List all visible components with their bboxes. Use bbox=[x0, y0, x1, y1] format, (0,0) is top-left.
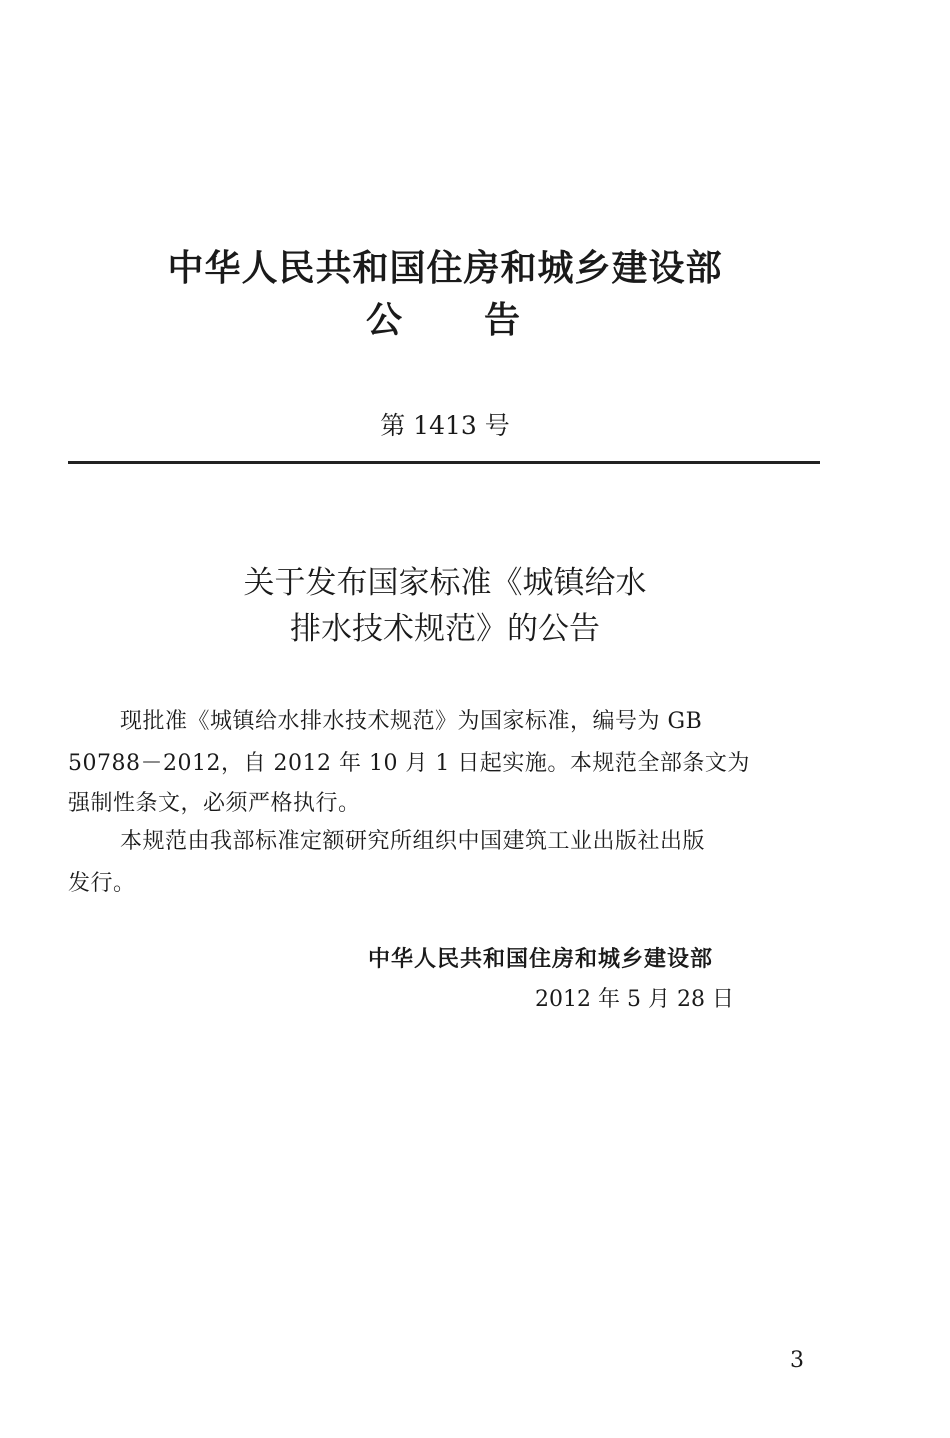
body-line: 现批准《城镇给水排水技术规范》为国家标准，编号为 GB bbox=[120, 709, 703, 734]
signature-issuer: 中华人民共和国住房和城乡建设部 bbox=[368, 946, 714, 972]
subtitle-line-2: 排水技术规范》的公告 bbox=[290, 611, 600, 647]
subtitle-line-1: 关于发布国家标准《城镇给水 bbox=[243, 565, 647, 601]
body-line: 发行。 bbox=[68, 871, 136, 896]
notice-title-char-2: 告 bbox=[484, 299, 521, 341]
body-line: 50788－2012，自 2012 年 10 月 1 日起实施。本规范全部条文为 bbox=[68, 751, 750, 776]
body-line: 本规范由我部标准定额研究所组织中国建筑工业出版社出版 bbox=[120, 829, 706, 854]
issuer-title: 中华人民共和国住房和城乡建设部 bbox=[167, 247, 723, 289]
notice-title-char-1: 公 bbox=[366, 299, 403, 341]
notice-number: 第 1413 号 bbox=[380, 411, 510, 440]
divider-rule bbox=[68, 461, 820, 464]
body-line: 强制性条文，必须严格执行。 bbox=[68, 791, 361, 816]
page-number: 3 bbox=[790, 1348, 804, 1373]
signature-date: 2012 年 5 月 28 日 bbox=[535, 987, 734, 1012]
